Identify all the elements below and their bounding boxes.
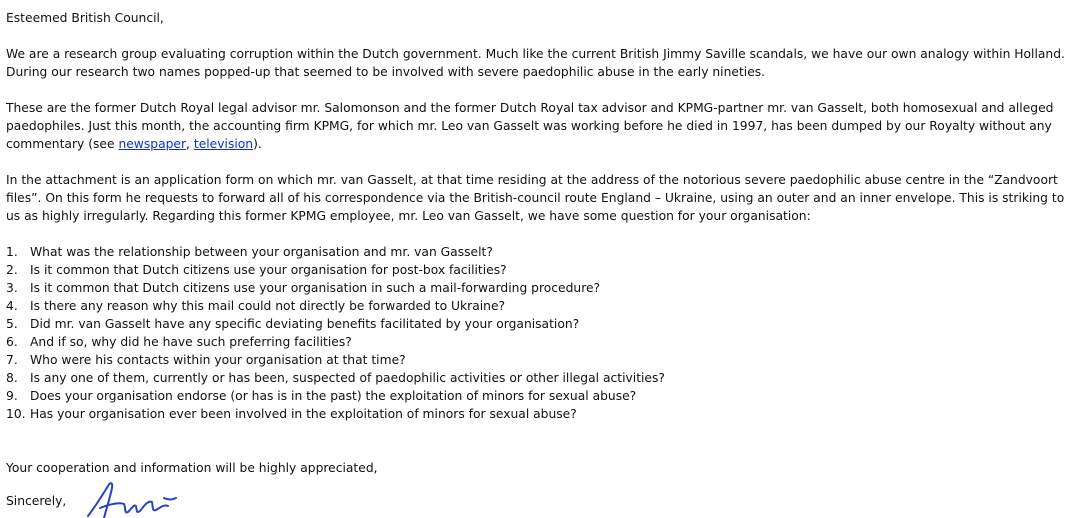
list-item (6, 387, 1080, 405)
paragraph-advisors-text: These are the former Dutch Royal legal advisor mr. Salomonson and the former Dutch Royal tax advisor and KPMG-partner mr. van Gasselt, both homosexual and alleged paedophiles. Just this month, the accounting firm KPMG, for which mr. Leo van Gasselt was working before he died in 1997, has been dumped by our Royalty without any commentary (see (6, 101, 1054, 151)
list-item-text: Is any one of them, currently or has been, suspected of paedophilic activities or other illegal activities? (30, 371, 665, 385)
newspaper-link[interactable]: newspaper (118, 137, 187, 151)
paragraph-advisors (6, 99, 1080, 153)
list-item-text: Who were his contacts within your organisation at that time? (30, 353, 406, 367)
list-item (6, 261, 1080, 279)
question-list (6, 243, 1080, 423)
television-link[interactable]: television (193, 137, 254, 151)
list-item (6, 351, 1080, 369)
salutation: Esteemed British Council, (6, 11, 164, 25)
list-item-text: Did mr. van Gasselt have any specific deviating benefits facilitated by your organisation? (30, 317, 580, 331)
list-item-number: 6. (6, 335, 18, 349)
list-item-text: Is there any reason why this mail could not directly be forwarded to Ukraine? (30, 299, 506, 313)
list-item-number: 1. (6, 245, 18, 259)
paragraph-attachment: In the attachment is an application form on which mr. van Gasselt, at that time residing at the address of the notorious severe paedophilic abuse centre in the “Zandvoort files”. On this form he requests to forward all of his correspondence via the British-council route England – Ukraine, using an outer and an inner envelope. This is striking to us as highly irregularly. Regarding this former KPMG employee, mr. Leo van Gasselt, we have some question for your organisation: (6, 173, 1065, 223)
list-item (6, 297, 1080, 315)
list-item-number: 4. (6, 299, 18, 313)
link-separator: , (186, 137, 194, 151)
list-item (6, 243, 1080, 261)
list-item-number: 7. (6, 353, 18, 367)
list-item-text: And if so, why did he have such preferring facilities? (30, 335, 352, 349)
list-item-number: 3. (6, 281, 18, 295)
sign-off: Sincerely, (6, 494, 67, 508)
list-item (6, 405, 1080, 423)
list-item-number: 9. (6, 389, 18, 403)
list-item-text: Does your organisation endorse (or has is in the past) the exploitation of minors for sexual abuse? (30, 389, 637, 403)
paragraph-advisors-end: ). (253, 137, 262, 151)
list-item (6, 333, 1080, 351)
list-item (6, 315, 1080, 333)
list-item-number: 5. (6, 317, 18, 331)
list-item (6, 369, 1080, 387)
list-item-text: What was the relationship between your organisation and mr. van Gasselt? (30, 245, 493, 259)
list-item-number: 8. (6, 371, 18, 385)
signature-stroke (88, 483, 176, 518)
list-item-text: Is it common that Dutch citizens use your organisation in such a mail-forwarding procedure? (30, 281, 601, 295)
paragraph-intro: We are a research group evaluating corruption within the Dutch government. Much like the current British Jimmy Saville scandals, we have our own analogy within Holland. During our research two names popped-up that seemed to be involved with severe paedophilic abuse in the early nineties. (6, 47, 1065, 79)
list-item (6, 279, 1080, 297)
list-item-number: 2. (6, 263, 18, 277)
signature-image (80, 478, 200, 518)
list-item-text: Is it common that Dutch citizens use your organisation for post-box facilities? (30, 263, 507, 277)
list-item-number: 10. (6, 407, 26, 421)
closing-line: Your cooperation and information will be highly appreciated, (6, 461, 378, 475)
list-item-text: Has your organisation ever been involved in the exploitation of minors for sexual abuse? (30, 407, 577, 421)
